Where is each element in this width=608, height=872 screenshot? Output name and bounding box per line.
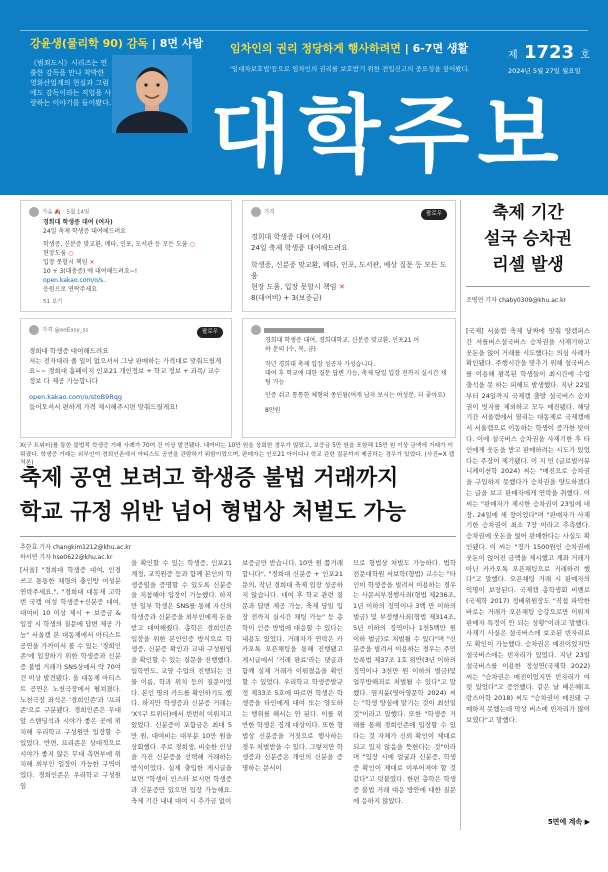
post-4-line: 하 문의 (수, 목, 금) — [265, 345, 316, 353]
post-3-line: 경희대 학생증 대여해드려요 — [29, 346, 109, 355]
post-1-line: 10 + 3(대충증) 에 대여해드려요~! — [43, 267, 138, 275]
post-1-date: · 5월 14일 — [62, 209, 90, 216]
article-column-1: [서울] "경희대 학생증 대여, 인경 쓰고 통통한 체형의 충인방 여성분 연락주세요.", "경희대 대동제 고학번 국캠 여성 학생증+신분증 대여, 대여비 10 이상 제시 + 보증금 & 입장 시 학생의 질문에 답변 제공 가능" 서울캠 본 대동제에서 아티스트 공연을 가까이서 볼 수 있는 '경희인존'에 입장하기 위한 학생증과 신분증 불법 거래가 SNS상에서 약 70여 건 이상 발견됐다. 올 대동제 아티스트 공연은 노천극장에서 펼쳐졌다. 노천극장 좌석은 '경희인존'과 '프리존'으로 구분됐다. 경희인존은 무대 앞 스탠딩석과 시야가 좋은 곳에 위치해 우리학교 구성원만 입장할 수 있었다. 반면, 프리존은 상대적으로 시야가 좋지 않은 무대 측면부에 위치해 외부인 입장이 가능한 구역이었다. 경희인존은 우리학교 구성원임 — [20, 566, 121, 790]
post-3-line: 들어오셔서 편하게 가격 제시해주시면 맞춰드릴게요! — [29, 402, 179, 411]
column-divider — [460, 200, 461, 830]
article-column-3: 보증금만 받습니다. 10만 원 쯤거래 합니다", "경희대 신분증 + 인포21 문의, 작년 경희대 축제 입장 성공하지 않습니다. 대여 후 학교 관련 질문과 답변 제공 가능, 축제 당일 입장 전까지 실시간 채팅 가능" 등 총학이 인증 방법에 대응할 수 있다는 내용도 있었다. 거래자가 연락은 카카오톡 오픈채팅을 통해 진행됐고 게시글에서 '거래 완료'라는 댓글과 함께 실제 거래가 이뤄졌음을 확인할 수 있었다. 우리학교 학생증발규정 제33조 5호에 따르면 학생은 학생증을 타인에게 대여 또는 양도하는 행위를 해서는 안 된다. 이를 위반한 학생은 징계 대상이다. 또한 형법상 신분증을 거짓으로 행사하는 경우 처벌받을 수 있다. 그렇지만 학생증과 신분증은 개인의 신분을 증명하는 문서이 — [242, 559, 343, 773]
side-byline: 조병연 기자 chaby0309@khu.ac.kr — [466, 297, 567, 304]
side-article — [466, 200, 590, 826]
post-4-line: 작년 경희대 축제 입장 성공자 가성습니다. — [265, 360, 375, 368]
avatar — [251, 207, 261, 217]
post-2-line — [251, 282, 447, 293]
post-2-line: 8(대여비) + 3(보증금) — [251, 293, 322, 302]
promo-people-heading-section: | 8면 사람 — [151, 37, 204, 50]
article-column-2: 을 확인할 수 있는 학생증, 인포21 계정, 교직원증 등과 함께 본인의 학생증임을 증명할 수 있도록 신분증을 지참해야 입장이 가능했다. 하지만 일부 학생은 SNS를 통해 자신의 학생증과 신분증을 외부인에게 돈을 받고 대여해줬다. 총학은 경희인존 입장을 위한 본인인증 방식으로 학생증, 신분증 확인과 교내 구성원임을 확인할 수 있는 질문을 진행했다. 입학연도, 교양 수업의 진행되는 건물 이름, 학과 위치 등의 질문이었다. 본인 명의 카드를 확인하기도 했다. 하지만 학생증과 신분증 거래는 'X'(구 트위터)에서 빈번히 이뤄지고 있었다. 신분증이 포함금은 최대 5만 원, 대여비는 대부분 10만 원을 상회했다. 주로 경희생, 비슷한 인상을 가진 신분증을 선택해 거래하는 방식이었다. 실제 출입한 게시글을 보면 "학생이 인스타 보시면 학생증과 신분증만 있으면 입장 가능해요. 축제 기간 내내 대여 시 추가금 없이 — [131, 559, 232, 805]
post-4-price: 8만원 — [265, 406, 281, 414]
headline-divider — [20, 536, 456, 537]
promo-people-text: 《범죄도시》시리즈는 연출한 감독을 만나 착박한 영화산업계의 현실과 그럼에도 감독이라는 직업을 사랑하는 이야기를 들어봤다. — [30, 59, 112, 107]
headline-line-1: 축제 공연 보려고 학생증 불법 거래까지 — [20, 466, 399, 491]
circle-icon: ○ — [66, 249, 74, 257]
issue-number-value: 1723 — [523, 42, 575, 63]
promo-living-heading-main: 임차인의 권리 정당하게 행사하려면 — [230, 42, 401, 55]
post-2-line: 경희대 학생증 대여 (여자) — [251, 232, 331, 241]
continue-link[interactable]: 5면에 계속 ▶ — [547, 818, 590, 826]
promo-living[interactable] — [230, 40, 470, 73]
post-3-link[interactable]: open.kakao.com/o/stoB9Rqg — [29, 392, 122, 401]
promo-living-text: '임대차보호법'등으로 임차인의 권리를 보호받기 위한 전입신고의 중요성을 짚어봤다. — [230, 65, 470, 73]
caption-text: X(구 트위터)를 통한 불법적 학생증 거래 사례가 70여 건 이상 발견됐다. 대여비는 10만 원을 상회한 경우가 많았고, 보증금 5만 원을 포함해 15만 원 이상 금액에 거래가 이뤄졌다. 학생증 거래는 외부인이 경희인존에서 아티스트 공연을 관람하기 위함이었으며, 판매자는 인포21 아이디나 학교 관련 질문까지 제공하는 경우가 있었다. — [20, 443, 454, 458]
headline-line-2: 학교 규정 위반 넘어 형법상 처벌도 가능 — [20, 500, 406, 525]
issue-number — [508, 42, 590, 63]
article-column-4: 므로 형법상 처벌도 가능하다. 법학전문대학원 서보학(형법) 교수는 "타인이 학생증을 빌려서 이용하는 경우는 사문서부정행사죄(형법 제236조, 1년 이하의 징역이나 3백 만 이하의 벌금) 및 부정행사죄(형법 제314조, 5년 이하의 징역이나 1천5백만 원 이하 벌금)로 처벌될 수 있다"며 "신분증을 빌려서 이용하는 경우는 주민등록법 제37조 1호 위반(3년 이하의 징역이나 3천만 원 이하의 벌금)및 업무방해죄로 처벌될 수 있다"고 말했다. 염지윤(영어영문학 2024) 씨는 "학생 양심에 맡기는 것이 최선일 것"이라고 말했다. 또한 "학생증 거래를 통해 경희인존에 입장할 수 있다는 것 자체가 신뢰 확인이 제대로 되고 있지 않음을 뜻한다는 것"이라며 "입장 시에 얼굴과 신분증, 학생증 확인이 제대로 이루어져야 할 것 같다"고 덧붙였다. 한편 총학은 학생증 불법 거래 대응 방안에 대한 질문에 응하지 않았다. — [353, 559, 456, 805]
masthead-title: 대학주보 — [210, 86, 567, 184]
post-4-line: 대여 후 학교에 대한 질문 답변 가능, 축제 당일 입장 전까지 실시간 채팅 가능 — [265, 369, 447, 386]
post-1-link[interactable]: open.kakao.com/o/s.. — [43, 276, 107, 284]
banner-divider — [20, 30, 588, 31]
side-headline-line: 축제 기간 — [492, 203, 564, 223]
avatar — [29, 207, 39, 217]
post-4-header — [251, 325, 447, 336]
post-4-line: 인증 쉬고 통통한 체형의 종인됨(여캐 남자 보시는 여성분, 더 좋아요) — [265, 391, 446, 399]
post-1-line: 응원으로 연락주세요 — [43, 285, 98, 293]
cross-icon: ✕ — [87, 258, 95, 266]
sns-post-3 — [20, 318, 232, 438]
circle-icon: ○ — [187, 240, 195, 248]
bylines — [20, 543, 131, 563]
avatar — [251, 325, 261, 335]
cross-icon: ✕ — [336, 282, 345, 291]
side-headline-line: 설국 승차권 — [483, 229, 573, 249]
issue-info — [508, 42, 590, 75]
side-divider — [466, 286, 590, 287]
post-3-header — [29, 325, 223, 336]
post-2-line: 학생증, 신분증 맞교환, 메타, 인포, 도서관, 예상 질문 등 모든 도움 — [251, 260, 447, 280]
promo-living-heading-section: | 6-7면 생활 — [404, 42, 469, 55]
sns-post-4 — [242, 318, 456, 438]
side-headline — [466, 200, 590, 278]
follow-button[interactable]: 팔로우 — [197, 327, 223, 338]
post-1-header — [29, 207, 223, 218]
blurred-username — [264, 328, 324, 333]
caption-credit: (사진=X 캡처본) — [20, 451, 455, 466]
main-headline — [20, 462, 456, 530]
post-1-line — [43, 258, 223, 267]
post-1-text: 학생증, 신분증 맞교환, 메타, 인포, 도서관 등 모든 도움 — [43, 240, 188, 248]
post-1-line: 경희대 학생증 대여 (여자) — [43, 218, 113, 226]
post-3-line: 저는 전자대라 줄 일이 없으셔서 그냥 판매하는 가격대로 맞춰드릴게요~~ 경희대 홈페이지 인포21 개인정보 + 학교 정보 + 과목/ 교수 정보 다 제공 가능합니다 — [29, 356, 222, 385]
post-2-line: 24일 축제 학생증 대여해드려요 — [251, 243, 348, 252]
sns-post-1 — [20, 200, 232, 312]
issue-prefix: 제 — [508, 50, 518, 61]
byline: 추한효 기자 changkim1212@khu.ac.kr — [20, 544, 132, 551]
side-headline-line: 리셀 발생 — [492, 255, 564, 275]
post-1-line — [43, 249, 223, 258]
follow-button[interactable]: 팔로우 — [421, 209, 447, 220]
post-1-line: 24일 축제 학생증 대여해드려요 — [43, 227, 126, 235]
post-1-user: 가을 🍂 — [42, 209, 62, 216]
promo-people-heading-main: 강윤생(물리학 90) 감독 — [30, 37, 149, 50]
byline: 하서연 기자 hse0622@khu.ac.kr — [20, 554, 113, 561]
avatar — [29, 325, 39, 335]
post-3-user: 가격 — [42, 327, 53, 334]
post-1-line — [43, 240, 223, 249]
post-2-text: 현장 도움, 입장 못할시 책임 — [251, 282, 337, 291]
issue-suffix: 호 — [580, 50, 591, 61]
promo-people-heading — [30, 35, 204, 51]
director-photo — [112, 55, 192, 133]
post-4-line: 경희대 학생증 대여, 경희대학교, 신분증 맞교환, 인포21 어 — [265, 336, 420, 344]
post-2-header — [251, 207, 447, 218]
post-1-views: 51 보기 — [43, 298, 63, 305]
promo-living-heading — [230, 40, 469, 56]
post-3-handle: @anEasy_ss — [54, 327, 89, 334]
sns-screenshots — [20, 200, 456, 440]
post-1-text: 현장도움 — [43, 249, 67, 257]
top-banner — [0, 0, 608, 195]
post-2-user: 가격 — [264, 209, 275, 216]
sns-post-2 — [242, 200, 456, 312]
issue-date: 2024년 5월 27일 월요일 — [508, 67, 581, 75]
post-1-text: 입장 못할시 책임 — [43, 258, 88, 266]
side-body: [국제] 서울캠 축제 날짜에 맞춰 양캠퍼스 간 셔틀버스설국버스 승차권을 사재기하고 웃돈을 얹어 거래를 시도했다는 의심 사례가 확인됐다. 주행시간을 맞추기 위해 설국버스를 이용해 왕복된 학생들이 최시간에 수업 출석을 못 하는 피해도 발생했다. 지난 22일부터 24일까지 국제캠 출발 설국버스 승차권이 빗자를 제외하고 모두 매진됐다. 해당 기간 서울캠에서 열리는 대동제로 국제캠에서 서울캠으로 이동하는 학생이 증가한 탓이다. 이에 설국버스 승차권을 사재기한 후 타인에게 웃돈을 받고 판매하려는 시도가 있었다는 주장이 제기됐다. 이 지 민 (글로벌커뮤니케이션학 2024) 씨는 "매진으로 승차권을 구입하지 못했다가 승차권을 양도하겠다는 글을 보고 판매자에게 연락을 취했다. 이 씨는 "판매자가 제시한 승차권이 23일에 네 장, 24일에 세 장이었다"며 "판매자가 사재기한 승차권이 최소 7장 이라고 추측했다. 승차권에 웃돈을 얹어 판매한다는 사실도 확인됐다. 이 씨는 "정가 1500원인 승차권에 웃돈이 얹어진 금액을 제시했고 계좌 거래가 아닌 카카오톡 오픈채팅으로 거래하려 했다"고 말했다. 오픈채팅 거래 시 판매자의 익명이 보장된다. 국제캠 총학생회 비벤로(국제학 2017) 정배위원장도 "직접 파악한 바로는 거래가 오픈채팅 승강으로만 이뤄져 판매자 특정이 안 되는 상황"이라고 말했다. 사재기 사실은 설국버스에 보조된 빈자리로도 확인이 가능했다. 승차권은 매진이었지만 설국버스에는 빈자리가 있었다. 지난 23일 설국버스를 이용한 정성연(국제학 2022) 씨는 "승차권은 매진이었지만 빈자리가 여럿 있었다"고 증언했다. 같은 날 배은혜(프랑스어학 2018) 씨도 "승차권이 매진돼 구매하지 못했는데 막상 버스에 빈자리가 많이 보였다"고 말했다. — [466, 327, 590, 724]
